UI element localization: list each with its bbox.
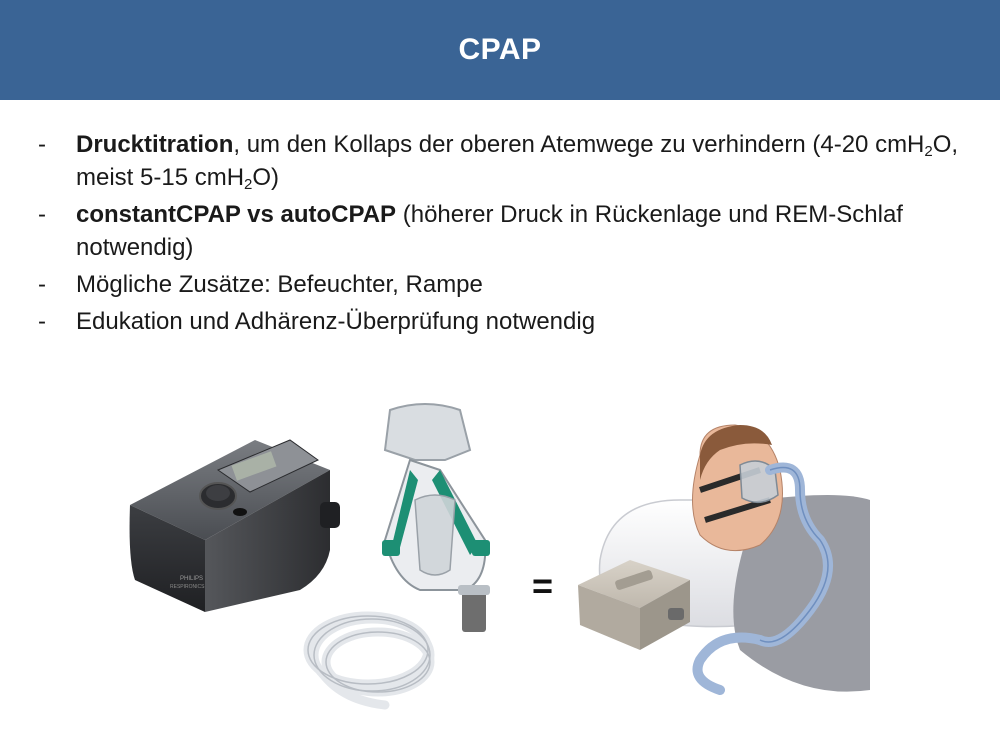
device-subbrand-label: RESPIRONICS <box>170 584 205 590</box>
equals-sign: = <box>532 565 554 606</box>
bullet-text: , um den Kollaps der oberen Atemwege zu verhindern (4-20 cmH <box>233 131 925 158</box>
subscript: 2 <box>244 176 253 193</box>
bullet-text: O) <box>252 164 280 191</box>
slide-title: CPAP <box>458 33 542 66</box>
bullet-item-drucktitration <box>38 128 968 194</box>
subscript: 2 <box>924 143 933 160</box>
bullet-text: Mögliche Zusätze: Befeuchter, Rampe <box>76 271 483 298</box>
bullet-item-edukation <box>38 305 968 338</box>
bullet-text: Edukation und Adhärenz-Überprüfung notwendig <box>76 308 596 335</box>
bullet-bold-text: Drucktitration <box>76 131 234 158</box>
bullet-text: (höherer Druck in Rückenlage und REM-Schlaf notwendig) <box>76 201 903 261</box>
patient-with-cpap-image <box>578 425 870 692</box>
bullet-item-cpap-modes <box>38 198 968 264</box>
bullet-dash: - <box>38 308 46 335</box>
cpap-device-image <box>130 440 340 612</box>
bullet-list <box>38 128 968 342</box>
bullet-dash: - <box>38 271 46 298</box>
cpap-illustration <box>0 380 1000 730</box>
device-brand-label: PHILIPS <box>180 576 204 582</box>
bullet-bold-text: constantCPAP vs autoCPAP <box>76 201 397 228</box>
bullet-dash: - <box>38 131 46 158</box>
bullet-text: O, meist 5-15 cmH <box>76 131 959 191</box>
bullet-dash: - <box>38 201 46 228</box>
bullet-item-zusaetze <box>38 268 968 301</box>
cpap-mask-image <box>382 404 490 632</box>
slide-header <box>0 0 1000 100</box>
